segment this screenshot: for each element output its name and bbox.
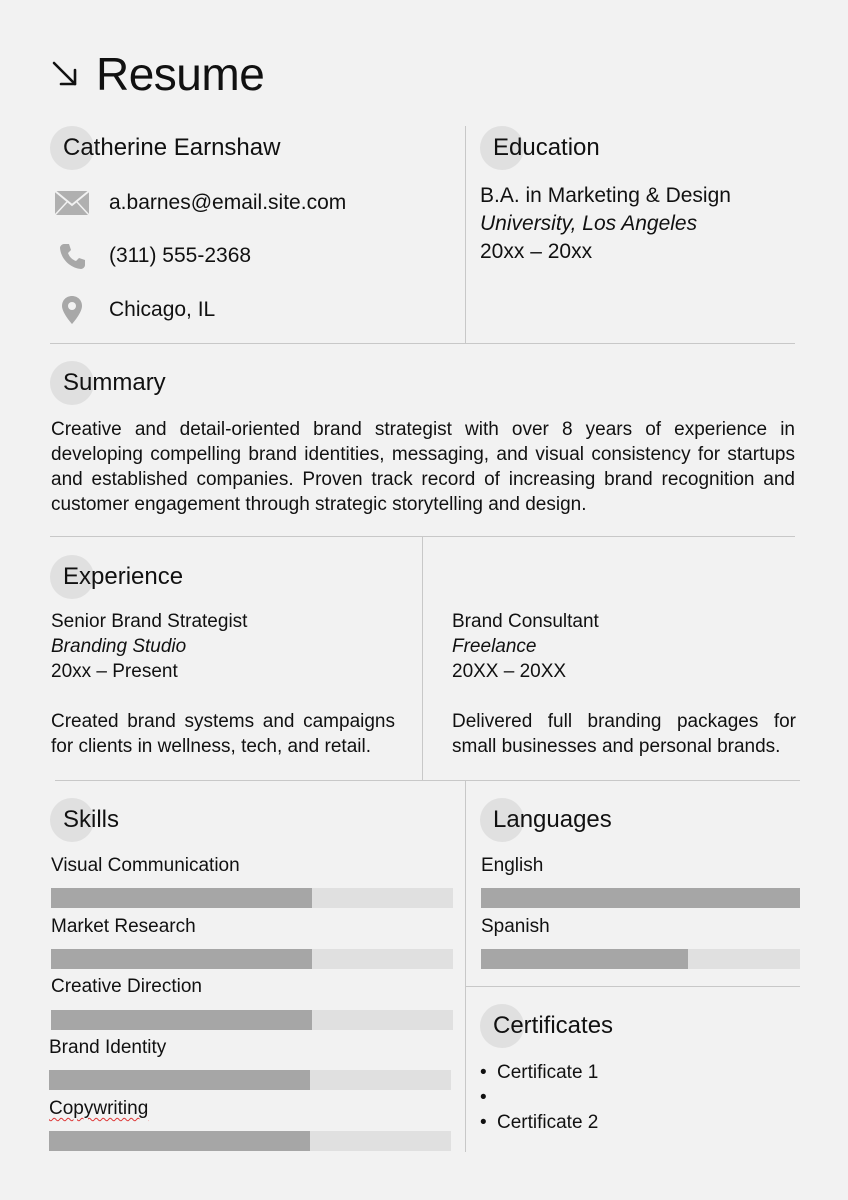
education-heading — [480, 126, 600, 170]
skill-bar-fill — [51, 949, 312, 969]
divider-horizontal-3 — [55, 780, 800, 781]
education-heading-text: Education — [493, 134, 600, 161]
summary-heading — [50, 361, 166, 405]
language-bar-fill — [481, 888, 800, 908]
language-bar — [481, 949, 800, 969]
list-item: • Certificate 2 — [480, 1112, 599, 1133]
experience-job — [452, 609, 796, 759]
divider-vertical-experience — [422, 536, 423, 780]
phone-number: (311) 555-2368 — [109, 244, 252, 267]
job-company: Freelance — [452, 636, 537, 657]
experience-heading-text: Experience — [63, 563, 184, 590]
education-dates: 20xx – 20xx — [480, 240, 593, 263]
skills-heading-text: Skills — [63, 806, 120, 833]
skill-bar — [49, 1131, 451, 1151]
skill-bar-fill — [49, 1070, 310, 1090]
language-label: English — [481, 855, 544, 876]
contact-phone-row — [52, 241, 251, 271]
skill-bar — [51, 1010, 453, 1030]
page-title: Resume — [96, 48, 265, 100]
skill-label: Brand Identity — [49, 1037, 167, 1058]
list-item: • — [480, 1087, 487, 1108]
job-role: Senior Brand Strategist — [51, 611, 248, 632]
language-label: Spanish — [481, 916, 550, 937]
list-item: • Certificate 1 — [480, 1062, 599, 1083]
contact-email-row — [52, 188, 346, 218]
job-role: Brand Consultant — [452, 611, 599, 632]
name-heading — [50, 126, 280, 170]
skill-label — [49, 1097, 148, 1121]
envelope-icon — [52, 188, 92, 218]
divider-horizontal-4 — [465, 986, 800, 987]
skill-bar-fill — [51, 888, 312, 908]
experience-job — [51, 609, 395, 759]
job-dates: 20XX – 20XX — [452, 661, 567, 682]
location-text: Chicago, IL — [109, 298, 216, 321]
divider-vertical-bottom — [465, 780, 466, 1152]
summary-heading-text: Summary — [63, 369, 166, 396]
languages-heading-text: Languages — [493, 806, 612, 833]
location-pin-icon — [52, 295, 92, 325]
languages-heading — [480, 798, 612, 842]
skill-label: Creative Direction — [51, 976, 202, 997]
skill-bar-fill — [49, 1131, 310, 1151]
certificate-list — [480, 1060, 598, 1135]
experience-heading — [50, 555, 183, 599]
job-company: Branding Studio — [51, 636, 187, 657]
language-bar-fill — [481, 949, 688, 969]
skill-bar — [49, 1070, 451, 1090]
skill-bar — [51, 949, 453, 969]
certificates-heading-text: Certificates — [493, 1012, 614, 1039]
skill-label: Visual Communication — [51, 855, 240, 876]
education-school: University, Los Angeles — [480, 212, 698, 235]
certificates-heading — [480, 1004, 613, 1048]
page-title-row — [50, 46, 264, 102]
arrow-down-right-icon — [50, 59, 80, 89]
contact-location-row — [52, 295, 215, 325]
job-description: Delivered full branding packages for small businesses and personal brands. — [452, 711, 796, 757]
skill-label-text: Copywriting — [49, 1098, 149, 1119]
job-description: Created brand systems and campaigns for clients in wellness, tech, and retail. — [51, 711, 395, 757]
phone-icon — [52, 241, 92, 271]
language-bar — [481, 888, 800, 908]
candidate-name: Catherine Earnshaw — [63, 134, 281, 161]
divider-vertical-top — [465, 126, 466, 343]
education-entry — [480, 182, 800, 266]
skill-bar-fill — [51, 1010, 312, 1030]
certificate-text: Certificate 1 — [497, 1062, 599, 1083]
certificate-text: Certificate 2 — [497, 1112, 599, 1133]
skill-label: Market Research — [51, 916, 196, 937]
skill-bar — [51, 888, 453, 908]
divider-horizontal-1 — [50, 343, 795, 344]
summary-text: Creative and detail-oriented brand strategist with over 8 years of experience in developing compelling brand identities, messaging, and visual consistency for startups and established companies. Proven track record of increasing brand recognition and customer engagement through strategic storytelling and design. — [51, 419, 795, 515]
education-degree: B.A. in Marketing & Design — [480, 184, 731, 207]
skills-heading — [50, 798, 119, 842]
job-dates: 20xx – Present — [51, 661, 178, 682]
email-link[interactable]: a.barnes@email.site.com — [109, 191, 347, 214]
